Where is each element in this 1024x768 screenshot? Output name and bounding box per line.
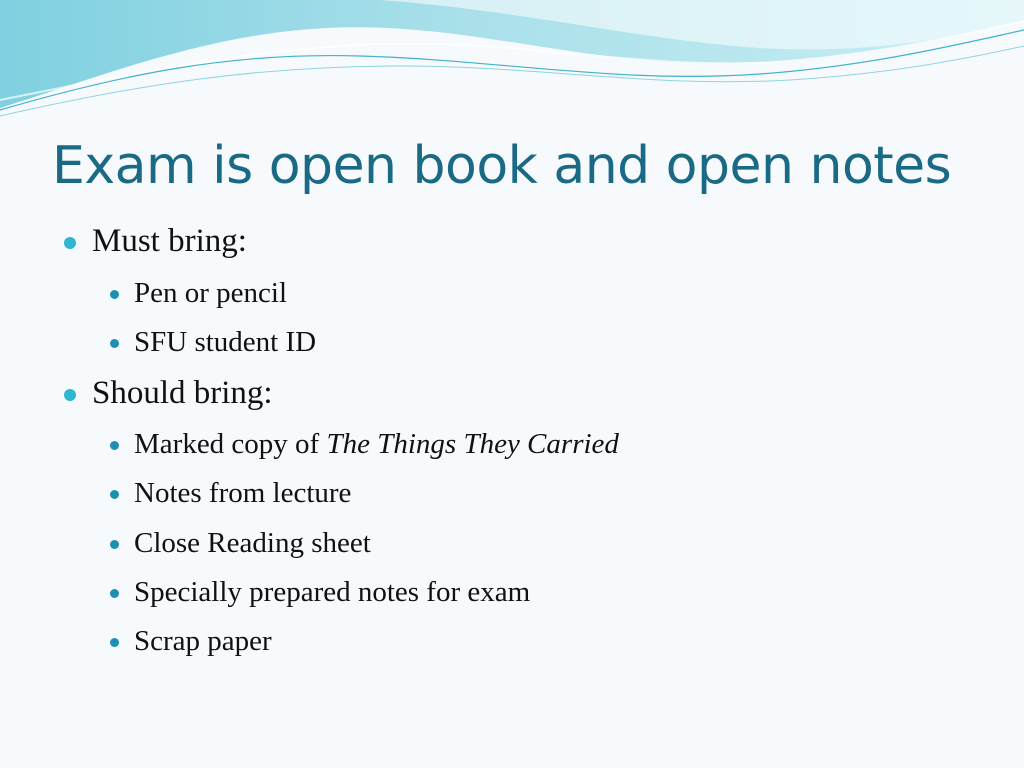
bullet-text: Notes from lecture: [134, 477, 352, 509]
bullet-dot-icon: [110, 490, 119, 499]
bullet-dot-icon: [110, 540, 119, 549]
bullet-dot-icon: [110, 339, 119, 348]
bullet-text: Marked copy of: [134, 428, 327, 460]
book-title: The Things They Carried: [326, 428, 619, 460]
bullet-pen-or-pencil: [134, 277, 287, 310]
slide-title: Exam is open book and open notes: [52, 136, 952, 196]
bullet-dot-icon: [110, 441, 119, 450]
bullet-dot-icon: [110, 290, 119, 299]
bullet-text: Must bring:: [92, 223, 247, 259]
bullet-text: Close Reading sheet: [134, 527, 371, 559]
bullet-text: Should bring:: [92, 375, 273, 411]
bullet-lecture-notes: [134, 477, 351, 510]
bullet-student-id: [134, 326, 316, 359]
bullet-text: SFU student ID: [134, 326, 317, 358]
bullet-dot-icon: [110, 589, 119, 598]
bullet-dot-icon: [64, 389, 76, 401]
bullet-must-bring: [92, 223, 247, 260]
bullet-dot-icon: [110, 638, 119, 647]
bullet-text: Pen or pencil: [134, 277, 288, 309]
bullet-marked-copy: [134, 428, 619, 461]
bullet-dot-icon: [64, 237, 76, 249]
bullet-scrap-paper: [134, 625, 272, 658]
bullet-text: Scrap paper: [134, 625, 272, 657]
bullet-prepared-notes: [134, 576, 530, 609]
bullet-text: Specially prepared notes for exam: [134, 576, 531, 608]
bullet-close-reading: [134, 527, 371, 560]
bullet-should-bring: [92, 375, 273, 412]
